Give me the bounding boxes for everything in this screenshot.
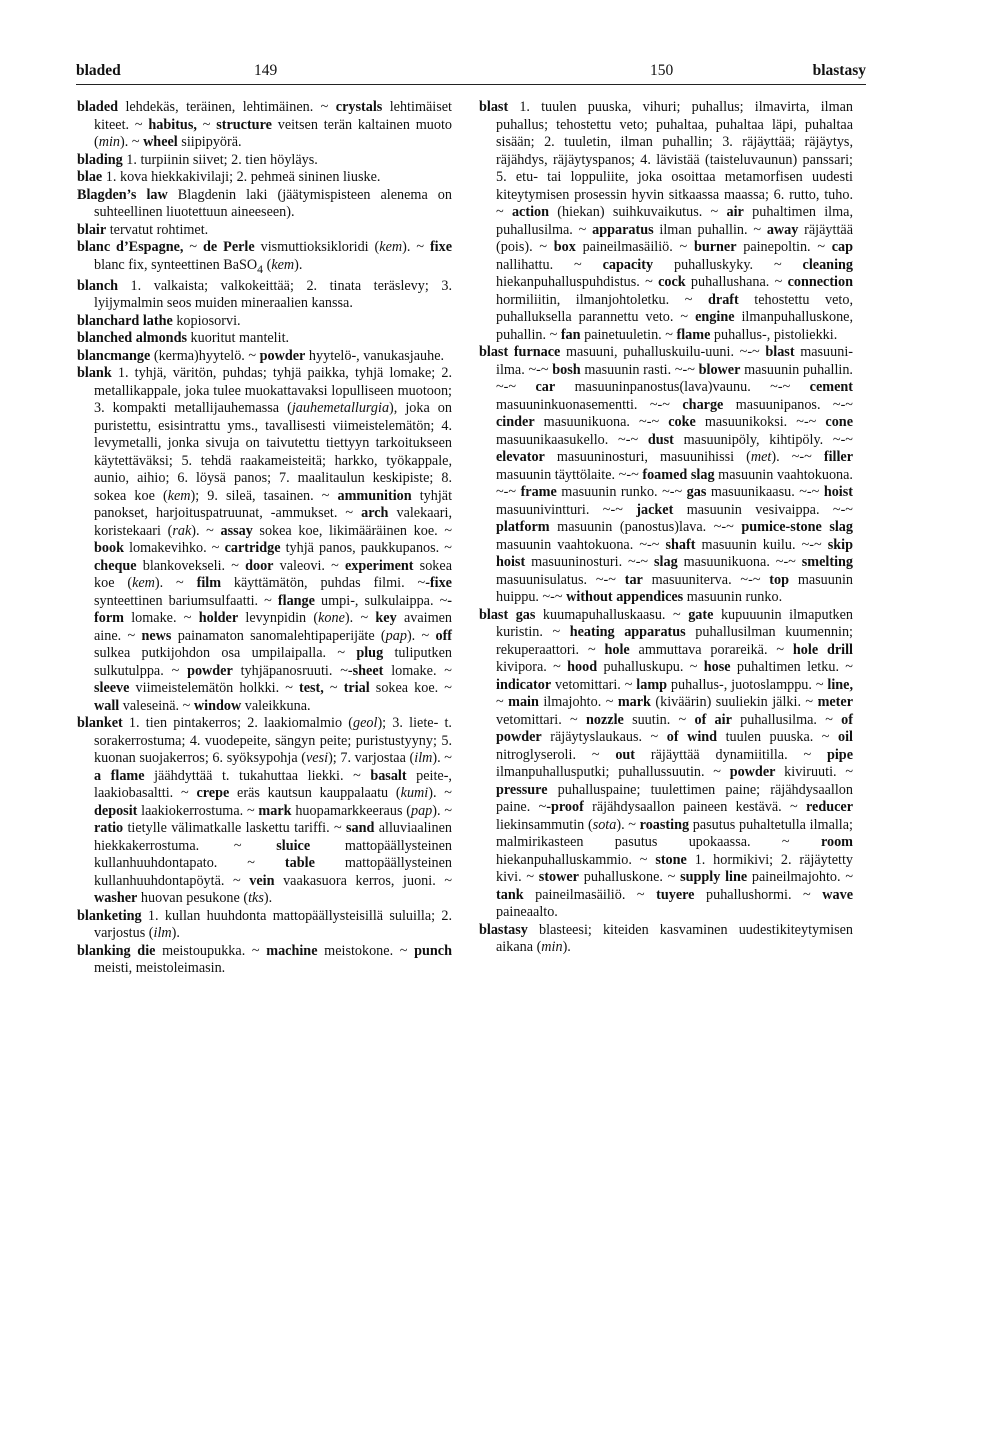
dictionary-entry: blae 1. kova hiekkakivilaji; 2. pehmeä sininen liuske. <box>77 169 381 185</box>
dictionary-entry: blanc d’Espagne, ~ de Perle vismuttioksikloridi (kem). ~ fixe blanc fix, synteettinen BaSO$_4$ (kem). <box>77 239 453 276</box>
dictionary-entry: Blagden’s law Blagdenin laki (jäätymispisteen alenema on suhteellinen liuotettuun aineeseen). <box>77 186 452 220</box>
left-page-number: 149 <box>254 62 278 79</box>
dictionary-entry: blast furnace masuuni, puhalluskuilu-uuni. ~-~ blast masuuni-ilma. ~-~ bosh masuunin rasti. ~-~ blower masuunin puhallin. ~-~ car masuuninpanostus(lava)vaunu. ~-~ cement masuuninkuonasementti. ~-~ charge masuunipanos. ~-~ cinder masuunikuona. ~-~ coke masuunikoksi. ~-~ cone masuunikaasukello. ~-~ dust masuunipöly, kihtipöly. ~-~ elevator masuuninosturi, masuunihissi (met). ~-~ filler masuunin täyttölaite. ~-~ foamed slag masuunin vaahtokuona. ~-~ frame masuunin runko. ~-~ gas masuunikaasu. ~-~ hoist masuunivintturi. ~-~ jacket masuunin vesivaippa. ~-~ platform masuunin (panostus)lava. ~-~ pumice-stone slag masuunin vaahtokuona. ~-~ shaft masuunin kuilu. ~-~ skip hoist masuuninosturi. ~-~ slag masuunikuona. ~-~ smelting masuunisulatus. ~-~ tar masuuniterva. ~-~ top masuunin huippu. ~-~ without appendices masuunin runko. <box>479 344 853 605</box>
header-rule <box>76 84 866 85</box>
left-guide-word: bladed <box>76 62 121 79</box>
right-page-number: 150 <box>650 62 674 79</box>
dictionary-entry: blast 1. tuulen puuska, vihuri; puhallus; ilmavirta, ilman puhallus; tehostettu veto; puhaltaa, puhaltaa läpi, puhaltaa sisään; 2. tuuletin, ilman puhallin; 3. räjäyttää; räjäytys, räjähdys, räjäytyspanos; 4. lävistää (taisteluvaunun) panssari; 5. etu- tai loppuliite, joka osoittaa metamorfisen uudesti kiteytymisen prosessin hyvin sitkaassa maassa; 6. rutto, tuho. ~ action (hiekan) suihkuvaikutus. ~ air puhaltimen ilma, puhallusilma. ~ apparatus ilman puhallin. ~ away räjäyttää (pois). ~ box paineilmasäiliö. ~ burner painepoltin. ~ cap nallihattu. ~ capacity puhalluskyky. ~ cleaning hiekanpuhalluspuhdistus. ~ cock puhallushana. ~ connection hormiliitin, ilmanjohtoletku. ~ draft tehostettu veto, puhalluksella parannettu veto. ~ engine ilmanpuhalluskone, puhallin. ~ fan painetuuletin. ~ flame puhallus-, pistoliekki. <box>479 99 854 343</box>
dictionary-entry: bladed lehdekäs, teräinen, lehtimäinen. ~ crystals lehtimäiset kiteet. ~ habitus, ~ structure veitsen terän kaltainen muoto (min). ~ wheel siipipyörä. <box>77 99 452 150</box>
dictionary-entry: blanking die meistoupukka. ~ machine meistokone. ~ punch meisti, meistoleimasin. <box>77 942 452 977</box>
right-guide-word: blastasy <box>812 62 866 79</box>
dictionary-entry: blair tervatut rohtimet. <box>77 221 209 238</box>
dictionary-entry: blanched almonds kuoritut mantelit. <box>77 330 290 347</box>
dictionary-entry: blanket 1. tien pintakerros; 2. laakiomalmio (geol); 3. liete- t. sorakerrostuma; 4. vuodepeite, sängyn peite; puristustyyny; 5. kuonan suojakerros; 6. syöksypohja (vesi); 7. varjostaa (ilm). ~ a flame jäähdyttää t. tukahuttaa liekki. ~ basalt peite-, laakiobasaltti. ~ crepe eräs kautsun kauppalaatu (kumi). ~ deposit laakiokerrostuma. ~ mark huopamarkkeeraus (pap). ~ ratio tietylle välimatkalle laskettu tariffi. ~ sand alluviaalinen hiekkakerrostuma. ~ sluice mattopäällysteinen kullanhuuhdontapato. ~ table mattopäällysteinen kullanhuuhdontapöytä. ~ vein vaakasuora kerros, juoni. ~ washer huovan pesukone (tks). <box>77 715 453 907</box>
page-header <box>76 62 866 86</box>
dictionary-entry: blancmange (kerma)hyytelö. ~ powder hyytelö-, vanukasjauhe. <box>77 347 445 364</box>
dictionary-entry: blanchard lathe kopiosorvi. <box>77 312 241 329</box>
dictionary-entry: blastasy blasteesi; kiteiden kasvaminen uudestikiteytymisen aikana (min). <box>479 921 853 955</box>
dictionary-entry: blank 1. tyhjä, väritön, puhdas; tyhjä paikka, tyhjä lomake; 2. metallikappale, joka tulee muokattavaksi lopulliseen muotoon; 3. kompakti metallijauhemassa (jauhemetallurgia), joka on puristettu, esisintrattu yms., tavallisesti viimeistelemätön; 4. levymetalli, jonka sivuja on taivutettu tiettyyn tarkoitukseen käytettäväksi; 5. tehdä raakameisteitä; harkko, työkappale, aunio, aihio; 6. löysä panos; 7. maalitaulun keskipiste; 8. sokea koe (kem); 9. sileä, tasainen. ~ ammunition tyhjät panokset, harjoituspatruunat, -ammukset. ~ arch valekaari, koristekaari (rak). ~ assay sokea koe, likimääräinen koe. ~ book lomakevihko. ~ cartridge tyhjä panos, paukkupanos. ~ cheque blankovekseli. ~ door valeovi. ~ experiment sokea koe (kem). ~ film käyttämätön, puhdas filmi. ~-fixe synteettinen bariumsulfaatti. ~ flange umpi-, sulkulaippa. ~-form lomake. ~ holder levynpidin (kone). ~ key avaimen aine. ~ news painamaton sanomalehtipaperijäte (pap). ~ off sulkea putkijohdon osa umpilaipalla. ~ plug tuliputken sulkutulppa. ~ powder tyhjäpanosruuti. ~-sheet lomake. ~ sleeve viimeistelemätön holkki. ~ test, ~ trial sokea koe. ~ wall valeseinä. ~ window valeikkuna. <box>77 365 453 714</box>
left-column <box>77 99 452 978</box>
dictionary-entry: blanch 1. valkaista; valkokeittää; 2. tinata teräslevy; 3. lyijymalmin seos muiden mineraalien kanssa. <box>77 277 452 312</box>
dictionary-entry: blast gas kuumapuhalluskaasu. ~ gate kupuuunin ilmaputken kuristin. ~ heating apparatus puhallusilman kuumennin; rekuperaattori. ~ hole ammuttava porareikä. ~ hole drill kivipora. ~ hood puhalluskupu. ~ hose puhaltimen letku. ~ indicator vetomittari. ~ lamp puhallus-, juotoslamppu. ~ line, ~ main ilmajohto. ~ mark (kiväärin) suuliekin jälki. ~ meter vetomittari. ~ nozzle suutin. ~ of air puhallusilma. ~ of powder räjäytyslaukaus. ~ of wind tuulen puuska. ~ oil nitroglyseroli. ~ out räjäyttää dynamiitilla. ~ pipe ilmanpuhallusputki; puhallussuutin. ~ powder kiviruuti. ~ pressure puhalluspaine; tuulettimen paine; räjähdysaallon paine. ~-proof räjähdysaallon paineen kestävä. ~ reducer liekinsammutin (sota). ~ roasting pasutus puhaltetulla ilmalla; malmirikasteen pasutus upokaassa. ~ room hiekanpuhalluskammio. ~ stone 1. hormikivi; 2. räjäytetty kivi. ~ stower puhalluskone. ~ supply line paineilmajohto. ~ tank paineilmasäiliö. ~ tuyere puhallushormi. ~ wave paineaalto. <box>479 606 854 920</box>
dictionary-entry: blanketing 1. kullan huuhdonta mattopäällysteisillä suluilla; 2. varjostus (ilm). <box>77 907 452 942</box>
right-column <box>479 99 853 957</box>
dictionary-entry: blading 1. turpiinin siivet; 2. tien höyläys. <box>77 151 318 168</box>
